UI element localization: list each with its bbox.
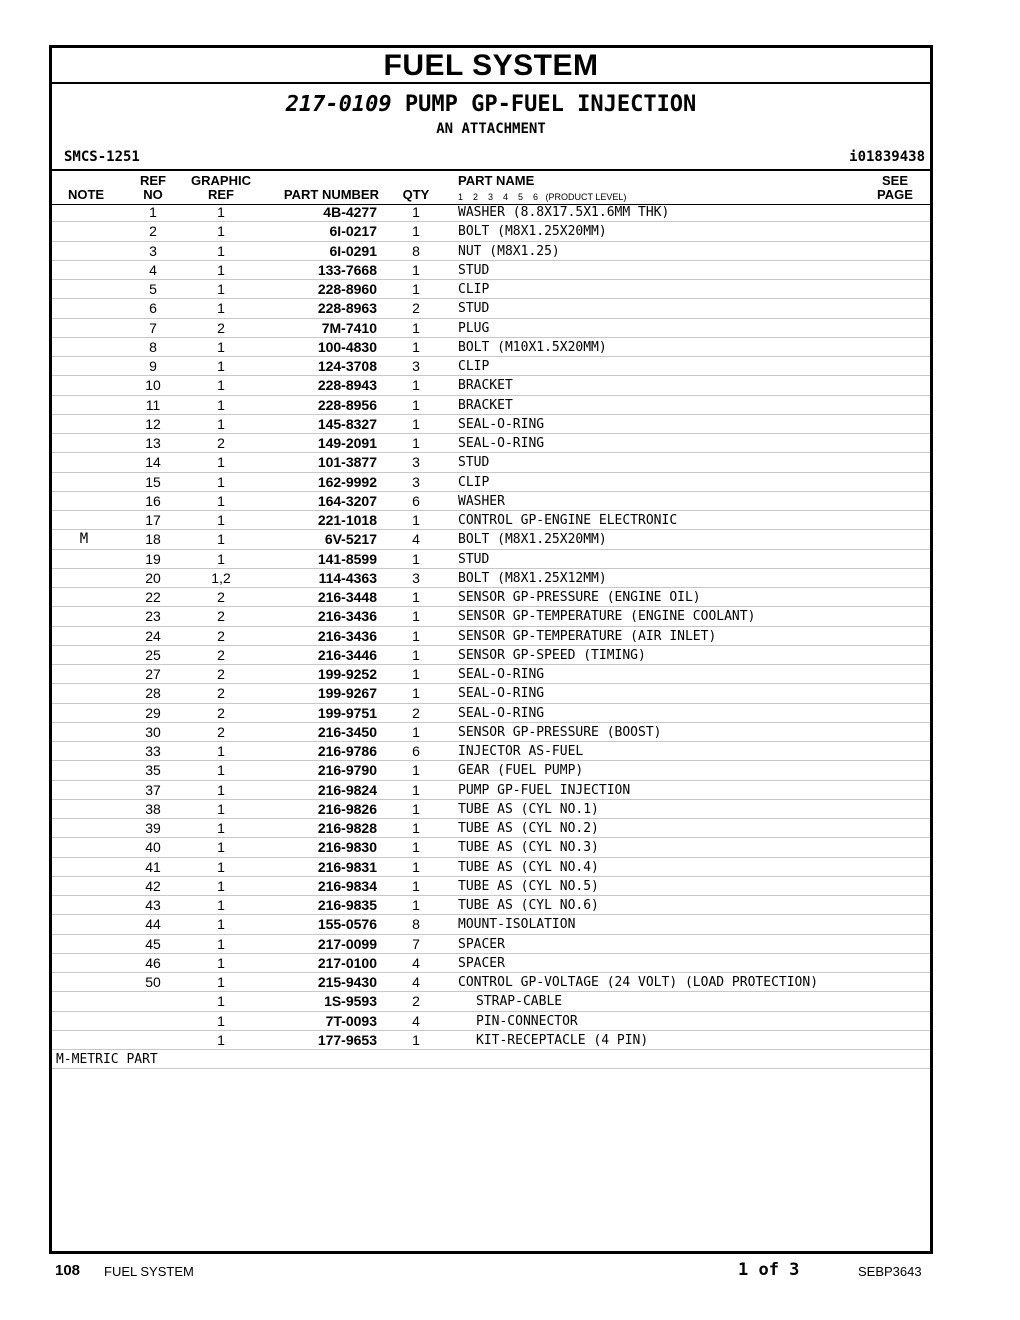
graphic-ref-cell: 1: [217, 281, 225, 297]
part-number-cell: 6I-0291: [329, 242, 377, 259]
qty-cell: 1: [412, 319, 420, 336]
qty-cell: 1: [412, 608, 420, 625]
qty-cell: 1: [412, 338, 420, 355]
ref-no-cell: 22: [145, 589, 161, 605]
qty-cell: 1: [412, 550, 420, 567]
ref-no-cell: 28: [145, 685, 161, 702]
qty-cell: 1: [412, 781, 420, 798]
part-number-cell: 217-0100: [317, 954, 377, 971]
ref-no-cell: 35: [145, 762, 161, 779]
ref-no-cell: 29: [145, 704, 161, 721]
part-name-cell: WASHER: [458, 493, 505, 509]
graphic-ref-cell: 1: [217, 377, 225, 394]
part-number-cell: 217-0099: [317, 935, 377, 952]
part-name-cell: GEAR (FUEL PUMP): [458, 763, 584, 779]
part-name-cell: SENSOR GP-PRESSURE (ENGINE OIL): [458, 590, 701, 605]
col-graphic-bottom: REF: [208, 187, 234, 202]
table-row: [52, 338, 930, 357]
table-row: [52, 415, 930, 434]
table-row: [52, 761, 930, 780]
part-name-cell: BOLT (M8X1.25X20MM): [458, 224, 607, 240]
ref-no-cell: 41: [145, 858, 161, 875]
qty-cell: 4: [412, 974, 420, 990]
graphic-ref-cell: 1: [217, 223, 225, 240]
page-title: FUEL SYSTEM: [383, 49, 599, 82]
part-name-cell: STUD: [458, 262, 490, 278]
part-name-cell: SEAL-O-RING: [458, 705, 545, 721]
part-name-cell: BRACKET: [458, 397, 513, 413]
part-name-cell: SPACER: [458, 936, 505, 952]
part-name-cell: BOLT (M8X1.25X12MM): [458, 570, 607, 586]
table-row: [52, 742, 930, 761]
part-number-cell: 215-9430: [317, 974, 377, 990]
part-name-cell: SPACER: [458, 955, 505, 971]
graphic-ref-cell: 2: [217, 646, 225, 663]
qty-cell: 3: [412, 569, 420, 586]
table-row: [52, 511, 930, 530]
part-number-cell: 216-9790: [317, 762, 377, 779]
part-name-cell: SEAL-O-RING: [458, 667, 545, 682]
table-row: [52, 396, 930, 415]
ref-no-cell: 12: [145, 415, 161, 432]
ref-no-cell: 23: [145, 608, 161, 625]
part-number-cell: 6V-5217: [324, 531, 377, 548]
part-number-cell: 216-3448: [317, 589, 377, 605]
col-see-top: SEE: [881, 173, 908, 188]
table-row: [52, 222, 930, 241]
part-name-cell: PLUG: [458, 320, 490, 336]
ref-no-cell: 42: [145, 877, 161, 894]
qty-cell: 1: [412, 377, 420, 394]
table-row: [52, 530, 930, 549]
graphic-ref-cell: 1: [217, 512, 225, 528]
graphic-ref-cell: 2: [217, 435, 225, 451]
part-name-cell: STUD: [458, 301, 490, 317]
graphic-ref-cell: 1,2: [211, 569, 231, 586]
qty-cell: 1: [412, 1031, 420, 1048]
table-row: [52, 261, 930, 280]
part-name-cell: TUBE AS (CYL NO.3): [458, 840, 599, 856]
graphic-ref-cell: 1: [217, 743, 225, 759]
col-part-number: PART NUMBER: [283, 187, 379, 202]
table-row: [52, 954, 930, 973]
ref-no-cell: 9: [149, 358, 157, 374]
graphic-ref-cell: 2: [217, 666, 225, 682]
table-row: [52, 588, 930, 607]
part-name-cell: PIN-CONNECTOR: [476, 1013, 578, 1029]
ref-no-cell: 20: [145, 569, 161, 586]
qty-cell: 3: [412, 454, 420, 471]
qty-cell: 1: [412, 723, 420, 740]
table-row: [52, 376, 930, 395]
graphic-ref-cell: 1: [217, 300, 225, 317]
table-row: [52, 781, 930, 800]
graphic-ref-cell: 1: [217, 993, 225, 1010]
graphic-ref-cell: 1: [217, 492, 225, 509]
part-name-cell: STUD: [458, 551, 490, 567]
table-row: [52, 838, 930, 857]
footer-doc-id: SEBP3643: [858, 1264, 922, 1279]
part-number-cell: 100-4830: [317, 338, 377, 355]
graphic-ref-cell: 1: [217, 396, 225, 413]
part-number-cell: 145-8327: [317, 415, 377, 432]
table-row: [52, 1012, 930, 1031]
ref-no-cell: 39: [145, 820, 161, 836]
footnote-row: [52, 1050, 930, 1069]
part-number-cell: 216-9786: [317, 743, 377, 759]
ref-no-cell: 24: [145, 627, 161, 644]
col-note: NOTE: [67, 187, 105, 202]
qty-cell: 1: [412, 396, 420, 413]
part-number-cell: 133-7668: [317, 261, 377, 278]
part-name-cell: NUT (M8X1.25): [458, 243, 560, 259]
part-number-cell: 141-8599: [317, 550, 377, 567]
graphic-ref-cell: 1: [217, 877, 225, 894]
ref-no-cell: 44: [145, 916, 161, 933]
qty-cell: 6: [412, 492, 420, 509]
ref-no-cell: 33: [145, 743, 161, 759]
qty-cell: 1: [412, 685, 420, 702]
part-name-cell: SEAL-O-RING: [458, 436, 545, 451]
ref-no-cell: 40: [145, 839, 161, 856]
part-name-cell: INJECTOR AS-FUEL: [458, 744, 584, 759]
part-number-cell: 177-9653: [317, 1031, 377, 1048]
part-name-cell: SENSOR GP-SPEED (TIMING): [458, 647, 646, 663]
part-name-cell: CLIP: [458, 282, 490, 297]
ref-no-cell: 1: [149, 204, 157, 220]
part-name-cell: STRAP-CABLE: [476, 994, 563, 1010]
footer-page-of: 1 of 3: [738, 1260, 800, 1280]
ref-no-cell: 25: [145, 646, 161, 663]
graphic-ref-cell: 2: [217, 589, 225, 605]
table-header: [52, 169, 930, 205]
part-name-cell: WASHER (8.8X17.5X1.6MM THK): [458, 205, 670, 220]
ref-no-cell: 15: [145, 473, 161, 490]
qty-cell: 4: [412, 954, 420, 971]
part-number-cell: 101-3877: [317, 454, 377, 471]
part-name-cell: BOLT (M10X1.5X20MM): [458, 339, 607, 355]
table-row: [52, 453, 930, 472]
table-row: [52, 915, 930, 934]
ref-no-cell: 46: [145, 954, 161, 971]
col-part-name: PART NAME: [458, 173, 535, 188]
ref-no-cell: 50: [145, 974, 161, 990]
part-number-cell: 216-9834: [317, 877, 377, 894]
qty-cell: 1: [412, 435, 420, 451]
part-name-cell: STUD: [458, 455, 490, 471]
qty-cell: 4: [412, 531, 420, 548]
ref-no-cell: 16: [145, 492, 161, 509]
part-name-cell: SEAL-O-RING: [458, 416, 545, 432]
qty-cell: 1: [412, 415, 420, 432]
footer-section: FUEL SYSTEM: [104, 1264, 194, 1279]
part-number-cell: 216-3450: [317, 723, 377, 740]
part-number-cell: 149-2091: [317, 435, 377, 451]
part-name-cell: TUBE AS (CYL NO.6): [458, 898, 599, 913]
graphic-ref-cell: 1: [217, 1031, 225, 1048]
ref-no-cell: 7: [149, 319, 157, 336]
part-number-cell: 124-3708: [317, 358, 377, 374]
part-name-cell: KIT-RECEPTACLE (4 PIN): [476, 1032, 649, 1048]
graphic-ref-cell: 1: [217, 762, 225, 779]
ref-no-cell: 19: [145, 550, 161, 567]
qty-cell: 1: [412, 800, 420, 817]
graphic-ref-cell: 1: [217, 1012, 225, 1029]
graphic-ref-cell: 2: [217, 723, 225, 740]
ref-no-cell: 43: [145, 897, 161, 913]
graphic-ref-cell: 2: [217, 319, 225, 336]
qty-cell: 8: [412, 916, 420, 933]
part-name-cell: CONTROL GP-VOLTAGE (24 VOLT) (LOAD PROTECTION): [458, 975, 819, 990]
ref-no-cell: 11: [145, 396, 161, 413]
ref-no-cell: 2: [149, 223, 157, 240]
part-name-cell: SENSOR GP-TEMPERATURE (ENGINE COOLANT): [458, 609, 756, 625]
col-graphic-top: GRAPHIC: [191, 173, 251, 188]
ref-no-cell: 6: [149, 300, 157, 317]
graphic-ref-cell: 1: [217, 974, 225, 990]
part-number-cell: 216-3446: [317, 646, 377, 663]
graphic-ref-cell: 2: [217, 608, 225, 625]
qty-cell: 3: [412, 473, 420, 490]
qty-cell: 4: [412, 1012, 420, 1029]
ref-no-cell: 14: [145, 454, 161, 471]
ref-no-cell: 17: [145, 512, 161, 528]
table-row: [52, 607, 930, 626]
qty-cell: 1: [412, 858, 420, 875]
graphic-ref-cell: 1: [217, 858, 225, 875]
table-row: [52, 704, 930, 723]
table-row: [52, 319, 930, 338]
footer-page-number: 108: [55, 1262, 81, 1279]
qty-cell: 8: [412, 242, 420, 259]
table-row: [52, 877, 930, 896]
ref-no-cell: 37: [145, 781, 161, 798]
graphic-ref-cell: 1: [217, 550, 225, 567]
table-row: [52, 935, 930, 954]
graphic-ref-cell: 1: [217, 820, 225, 836]
part-name-cell: CONTROL GP-ENGINE ELECTRONIC: [458, 513, 678, 528]
table-row: [52, 819, 930, 838]
part-name-cell: SEAL-O-RING: [458, 686, 545, 702]
graphic-ref-cell: 2: [217, 627, 225, 644]
graphic-ref-cell: 1: [217, 242, 225, 259]
qty-cell: 1: [412, 627, 420, 644]
table-row: [52, 665, 930, 684]
part-name-cell: BRACKET: [458, 378, 513, 394]
qty-cell: 1: [412, 666, 420, 682]
part-name-cell: BOLT (M8X1.25X20MM): [458, 532, 607, 548]
table-row: [52, 473, 930, 492]
col-see-bottom: PAGE: [877, 187, 913, 202]
table-row: [52, 242, 930, 261]
graphic-ref-cell: 2: [217, 685, 225, 702]
ref-no-cell: 10: [145, 377, 161, 394]
part-number-cell: 216-9830: [317, 839, 377, 856]
table-row: [52, 992, 930, 1011]
graphic-ref-cell: 1: [217, 916, 225, 933]
qty-cell: 2: [412, 300, 420, 317]
part-number-cell: 228-8963: [317, 300, 377, 317]
graphic-ref-cell: 1: [217, 473, 225, 490]
part-number-cell: 7M-7410: [321, 319, 377, 336]
table-row: [52, 627, 930, 646]
part-number-cell: 216-9824: [317, 781, 377, 798]
part-number-cell: 216-3436: [317, 627, 377, 644]
part-name-cell: SENSOR GP-TEMPERATURE (AIR INLET): [458, 628, 717, 644]
ref-no-cell: 5: [149, 281, 157, 297]
qty-cell: 1: [412, 820, 420, 836]
qty-cell: 1: [412, 646, 420, 663]
qty-cell: 7: [412, 935, 420, 952]
qty-cell: 2: [412, 704, 420, 721]
table-row: [52, 434, 930, 453]
col-ref-top: REF: [140, 173, 166, 188]
graphic-ref-cell: 1: [217, 338, 225, 355]
part-name-cell: CLIP: [458, 359, 490, 374]
part-number-cell: 114-4363: [318, 569, 377, 586]
graphic-ref-cell: 1: [217, 954, 225, 971]
table-row: [52, 1031, 930, 1050]
qty-cell: 3: [412, 358, 420, 374]
graphic-ref-cell: 2: [217, 704, 225, 721]
part-number-cell: 216-9831: [317, 858, 377, 875]
col-qty: QTY: [402, 187, 430, 202]
ref-no-cell: 8: [149, 338, 157, 355]
parts-list-frame: [49, 45, 933, 1254]
ref-no-cell: 13: [145, 435, 161, 451]
part-number-cell: 155-0576: [317, 916, 377, 933]
graphic-ref-cell: 1: [217, 781, 225, 798]
qty-cell: 1: [412, 839, 420, 856]
part-number-cell: 228-8956: [317, 396, 377, 413]
group-heading: [52, 92, 930, 118]
part-number-cell: 4B-4277: [323, 204, 377, 220]
title-bar: [52, 48, 930, 84]
part-number-cell: 199-9252: [317, 666, 377, 682]
graphic-ref-cell: 1: [217, 839, 225, 856]
smcs-code: SMCS-1251: [64, 149, 140, 165]
ref-no-cell: 3: [149, 242, 157, 259]
part-name-cell: PUMP GP-FUEL INJECTION: [458, 782, 631, 798]
qty-cell: 6: [412, 743, 420, 759]
part-number-cell: 221-1018: [317, 512, 377, 528]
table-row: [52, 569, 930, 588]
ref-no-cell: 38: [145, 800, 161, 817]
table-row: [52, 280, 930, 299]
table-row: [52, 203, 930, 222]
table-row: [52, 800, 930, 819]
qty-cell: 1: [412, 589, 420, 605]
table-row: [52, 357, 930, 376]
table-row: [52, 858, 930, 877]
part-name-cell: CLIP: [458, 474, 490, 490]
qty-cell: 1: [412, 223, 420, 240]
qty-cell: 1: [412, 261, 420, 278]
part-name-cell: TUBE AS (CYL NO.1): [458, 801, 599, 817]
part-name-cell: SENSOR GP-PRESSURE (BOOST): [458, 724, 662, 740]
table-row: [52, 896, 930, 915]
table-row: [52, 973, 930, 992]
part-number-cell: 216-9826: [317, 800, 377, 817]
qty-cell: 1: [412, 762, 420, 779]
part-name-cell: TUBE AS (CYL NO.2): [458, 821, 599, 836]
graphic-ref-cell: 1: [217, 415, 225, 432]
table-row: [52, 684, 930, 703]
illustration-id: i01839438: [849, 149, 925, 165]
part-number-cell: 216-9828: [317, 820, 377, 836]
graphic-ref-cell: 1: [217, 935, 225, 952]
part-name-cell: TUBE AS (CYL NO.5): [458, 878, 599, 894]
part-number-cell: 6I-0217: [329, 223, 377, 240]
graphic-ref-cell: 1: [217, 358, 225, 374]
part-number-cell: 162-9992: [317, 473, 377, 490]
part-name-cell: MOUNT-ISOLATION: [458, 917, 576, 933]
graphic-ref-cell: 1: [217, 261, 225, 278]
part-number-cell: 216-9835: [317, 897, 377, 913]
subtitle: AN ATTACHMENT: [436, 121, 546, 137]
parts-table-body: [52, 203, 930, 1069]
qty-cell: 1: [412, 897, 420, 913]
ref-no-cell: 45: [145, 935, 161, 952]
table-row: [52, 492, 930, 511]
ref-no-cell: 18: [145, 531, 161, 548]
ref-no-cell: 27: [145, 666, 161, 682]
qty-cell: 1: [412, 281, 420, 297]
table-row: [52, 646, 930, 665]
part-number-cell: 7T-0093: [325, 1012, 377, 1029]
table-row: [52, 550, 930, 569]
part-name-cell: TUBE AS (CYL NO.4): [458, 859, 599, 875]
graphic-ref-cell: 1: [217, 800, 225, 817]
part-number-cell: 164-3207: [317, 492, 377, 509]
qty-cell: 2: [412, 993, 420, 1010]
graphic-ref-cell: 1: [217, 897, 225, 913]
part-number-cell: 199-9751: [317, 704, 377, 721]
footnote-text: M-METRIC PART: [56, 1052, 158, 1067]
part-number-cell: 228-8943: [317, 377, 377, 394]
part-number-cell: 1S-9593: [324, 993, 377, 1010]
qty-cell: 1: [412, 877, 420, 894]
ref-no-cell: 30: [145, 723, 161, 740]
note-cell: M: [79, 531, 89, 548]
graphic-ref-cell: 1: [217, 454, 225, 471]
col-ref-bottom: NO: [143, 187, 163, 202]
graphic-ref-cell: 1: [217, 204, 225, 220]
qty-cell: 1: [412, 204, 420, 220]
qty-cell: 1: [412, 512, 420, 528]
group-name: PUMP GP-FUEL INJECTION: [404, 92, 697, 117]
part-number-cell: 228-8960: [317, 281, 377, 297]
table-row: [52, 299, 930, 318]
part-number-cell: 199-9267: [317, 685, 377, 702]
part-number-cell: 216-3436: [317, 608, 377, 625]
group-number: 217-0109: [285, 92, 392, 117]
col-product-level: 1 2 3 4 5 6 (PRODUCT LEVEL): [458, 192, 627, 202]
ref-no-cell: 4: [149, 261, 157, 278]
table-row: [52, 723, 930, 742]
graphic-ref-cell: 1: [217, 531, 225, 548]
